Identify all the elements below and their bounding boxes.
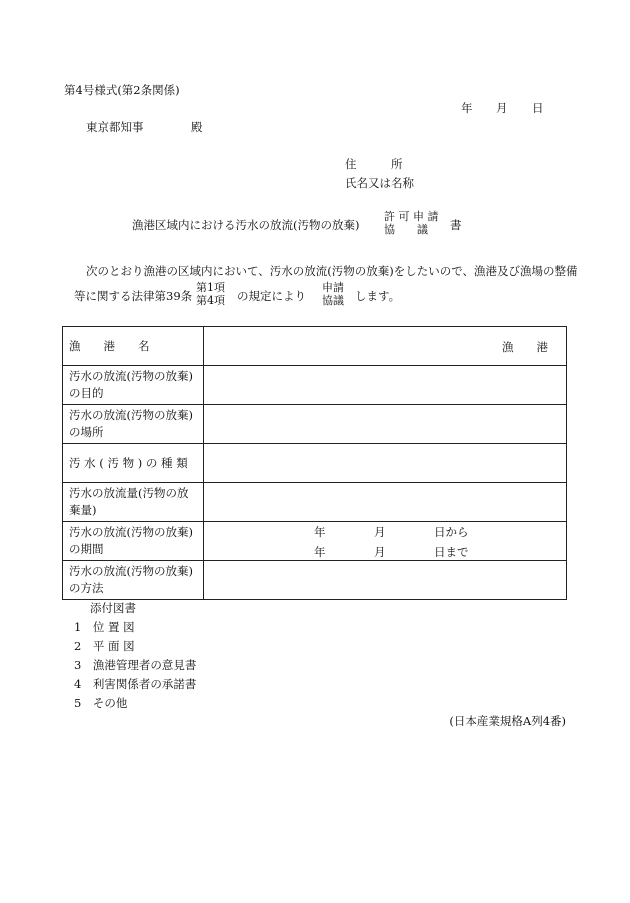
row-label-method: 汚水の放流(汚物の放棄)の方法 xyxy=(63,561,204,600)
attachment-item: 4 利害関係者の承諾書 xyxy=(74,677,197,691)
form-number: 第4号様式(第2条関係) xyxy=(64,83,180,97)
row-label-purpose: 汚水の放流(汚物の放棄)の目的 xyxy=(63,366,204,405)
volume-field[interactable] xyxy=(204,483,567,522)
table-row xyxy=(63,522,567,561)
type-field[interactable] xyxy=(204,444,567,483)
row-label-fishing-port: 漁 港 名 xyxy=(63,327,204,366)
date-month: 月 xyxy=(496,101,508,115)
name-label: 氏名又は名称 xyxy=(345,176,414,190)
table-row xyxy=(63,405,567,444)
address-label: 住 所 xyxy=(345,157,403,171)
date-year: 年 xyxy=(461,101,473,115)
row-label-volume: 汚水の放流量(汚物の放棄量) xyxy=(63,483,204,522)
period-to-year: 年 xyxy=(314,545,326,559)
table-row xyxy=(63,561,567,600)
fishing-port-suffix: 漁 港 xyxy=(502,340,548,354)
fishing-port-field[interactable] xyxy=(204,327,567,366)
body-line-2-middle: の規定により xyxy=(237,289,306,303)
row-label-type: 汚 水 ( 汚 物 ) の 種 類 xyxy=(63,444,204,483)
period-from-month: 月 xyxy=(374,525,386,539)
paper-size-note: (日本産業規格A列4番) xyxy=(449,714,566,728)
table-row xyxy=(63,444,567,483)
title-option-consult: 協 議 xyxy=(384,223,428,236)
title-options xyxy=(384,210,439,236)
body-line-2-suffix: します。 xyxy=(355,289,401,303)
table-row xyxy=(63,327,567,366)
row-label-period: 汚水の放流(汚物の放棄)の期間 xyxy=(63,522,204,561)
attachment-item: 5 その他 xyxy=(74,696,128,710)
table-row xyxy=(63,483,567,522)
document-title: 漁港区域内における汚水の放流(汚物の放棄) xyxy=(132,218,360,232)
application-table xyxy=(62,326,567,600)
method-field[interactable] xyxy=(204,561,567,600)
date-day: 日 xyxy=(532,101,544,115)
period-from-day: 日から xyxy=(434,525,469,539)
attachments-title: 添付図書 xyxy=(90,601,136,615)
body-line-2-prefix: 等に関する法律第39条 xyxy=(74,289,193,303)
clause-1: 第1項 xyxy=(196,281,225,294)
location-field[interactable] xyxy=(204,405,567,444)
purpose-field[interactable] xyxy=(204,366,567,405)
mode-options xyxy=(322,281,344,307)
attachment-item: 3 漁港管理者の意見書 xyxy=(74,658,197,672)
period-from-year: 年 xyxy=(314,525,326,539)
clause-options xyxy=(196,281,225,307)
period-to-day: 日まで xyxy=(434,545,469,559)
addressee-honorific: 殿 xyxy=(191,120,203,134)
mode-consult: 協議 xyxy=(322,294,344,307)
clause-4: 第4項 xyxy=(196,294,225,307)
attachment-item: 1 位 置 図 xyxy=(74,620,135,634)
row-label-location: 汚水の放流(汚物の放棄)の場所 xyxy=(63,405,204,444)
body-line-1: 次のとおり漁港の区域内において、汚水の放流(汚物の放棄)をしたいので、漁港及び漁場の整備 xyxy=(86,264,578,278)
period-to-month: 月 xyxy=(374,545,386,559)
mode-apply: 申請 xyxy=(322,281,344,294)
period-field[interactable] xyxy=(204,522,567,561)
addressee-name: 東京都知事 xyxy=(86,120,144,134)
table-row xyxy=(63,366,567,405)
title-option-permit: 許 可 申 請 xyxy=(384,210,439,223)
attachment-item: 2 平 面 図 xyxy=(74,639,135,653)
title-suffix: 書 xyxy=(450,218,462,232)
